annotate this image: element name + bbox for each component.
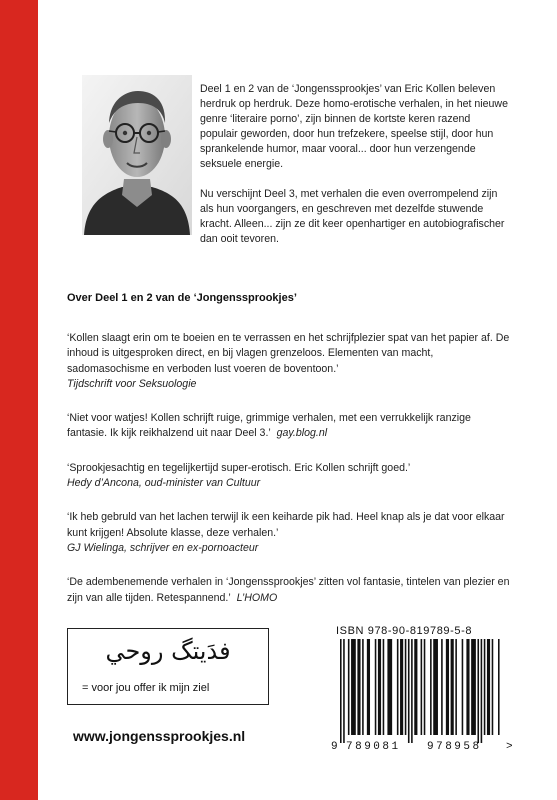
barcode-bar <box>451 639 454 735</box>
barcode-bar <box>421 639 423 735</box>
barcode-bar <box>378 639 381 735</box>
quote-source: Hedy d’Ancona, oud-minister van Cultuur <box>67 477 261 490</box>
barcode-bar <box>487 639 490 735</box>
section-heading: Over Deel 1 en 2 van de ‘Jongenssprookjes’ <box>67 292 297 304</box>
quote-source: gay.blog.nl <box>276 427 328 440</box>
dedication-translation: = voor jou offer ik mijn ziel <box>82 682 210 694</box>
barcode-bar <box>430 639 432 735</box>
red-spine <box>0 0 38 800</box>
barcode-bar <box>498 639 500 735</box>
barcode-bar <box>408 639 410 743</box>
barcode-bar <box>405 639 407 735</box>
barcode-bar <box>466 639 469 735</box>
quote-text: ‘Sprookjesachtig en tegelijkertijd super-erotisch. Eric Kollen schrijft goed.’ <box>67 461 411 474</box>
website-link[interactable]: www.jongenssprookjes.nl <box>73 728 246 744</box>
barcode-digit-lead: 9 <box>331 741 338 751</box>
barcode-end-mark: > <box>506 741 513 751</box>
barcode-bar <box>343 639 345 743</box>
quote-source: GJ Wielinga, schrijver en ex-pornoacteur <box>67 541 259 554</box>
review-quote <box>67 510 512 556</box>
arabic-dedication: فدَیتگ روحي <box>105 637 231 665</box>
barcode-bar <box>424 639 426 735</box>
barcode-bar <box>477 639 479 743</box>
quote-text: ‘Ik heb gebruld van het lachen terwijl ik een keiharde pik had. Heel knap als je dat voor elkaar kunt krijgen! Absolute klasse, deze verhalen.’ <box>67 511 505 539</box>
quote-text: ‘Niet voor watjes! Kollen schrijft ruige, grimmige verhalen, met een verrukkelijk ranzige fantasie. Ik kijk reikhalzend uit naar Deel 3.’ <box>67 412 471 440</box>
intro-paragraph-2: Nu verschijnt Deel 3, met verhalen die even overrompelend zijn als hun voorgangers, en geschreven met dezelfde stuwende kracht. Alleen... zijn ze dit keer openhartiger en autobiografischer dan ooit tevoren. <box>200 187 505 245</box>
barcode-bar <box>340 639 342 743</box>
author-portrait-icon <box>82 75 192 235</box>
barcode-bar <box>462 639 464 735</box>
barcode-bar <box>471 639 476 735</box>
barcode-digits-left: 789081 <box>346 741 401 751</box>
barcode-bar <box>383 639 385 735</box>
isbn-barcode <box>326 639 516 751</box>
isbn-label: ISBN 978-90-819789-5-8 <box>336 625 473 637</box>
barcode-bar <box>492 639 494 735</box>
barcode-bar <box>433 639 438 735</box>
barcode-bar <box>351 639 356 735</box>
quote-source: Tijdschrift voor Seksuologie <box>67 377 197 390</box>
barcode-bar <box>375 639 377 735</box>
barcode-bar <box>481 639 483 743</box>
barcode-bar <box>362 639 364 735</box>
barcode-bar <box>446 639 449 735</box>
review-quote <box>67 331 512 392</box>
intro-text <box>200 82 510 261</box>
barcode-bar <box>455 639 457 735</box>
barcode-bar <box>411 639 413 743</box>
barcode-bar <box>484 639 486 735</box>
barcode-bar <box>387 639 392 735</box>
barcode-bar <box>367 639 370 735</box>
barcode-bar <box>348 639 350 735</box>
review-quote <box>67 461 512 492</box>
quote-source: L’HOMO <box>236 591 278 604</box>
review-quotes <box>67 331 512 625</box>
intro-paragraph-1: Deel 1 en 2 van de ‘Jongenssprookjes’ van Eric Kollen beleven herdruk op herdruk. Deze homo-erotische verhalen, in het nieuwe genre ‘literaire porno’, zijn binnen de kortste keren razend populair geworden, door hun trefzekere, speelse stijl, door hun sprankelende humor, maar vooral... door hun verzengende seksuele energie. <box>200 83 508 171</box>
review-quote <box>67 575 512 606</box>
barcode-bar <box>357 639 360 735</box>
barcode-bar <box>397 639 399 735</box>
review-quote <box>67 411 512 442</box>
barcode-bar <box>441 639 443 735</box>
barcode-bar <box>414 639 417 735</box>
quote-text: ‘De adembenemende verhalen in ‘Jongenssprookjes’ zitten vol fantasie, tintelen van plezier en zijn van alle tijden. Retespannend.’ <box>67 576 510 604</box>
dedication-box <box>67 628 269 705</box>
barcode-digits-right: 978958 <box>427 741 482 751</box>
barcode-bar <box>400 639 403 735</box>
quote-text: ‘Kollen slaagt erin om te boeien en te verrassen en het schrijfplezier spat van het papier af. De inhoud is uitgesproken direct, en bij vlagen grenzeloos. Elementen van macht, sadomasochisme en verboden lust voeren de boventoon.’ <box>67 332 510 375</box>
author-photo <box>82 75 192 235</box>
